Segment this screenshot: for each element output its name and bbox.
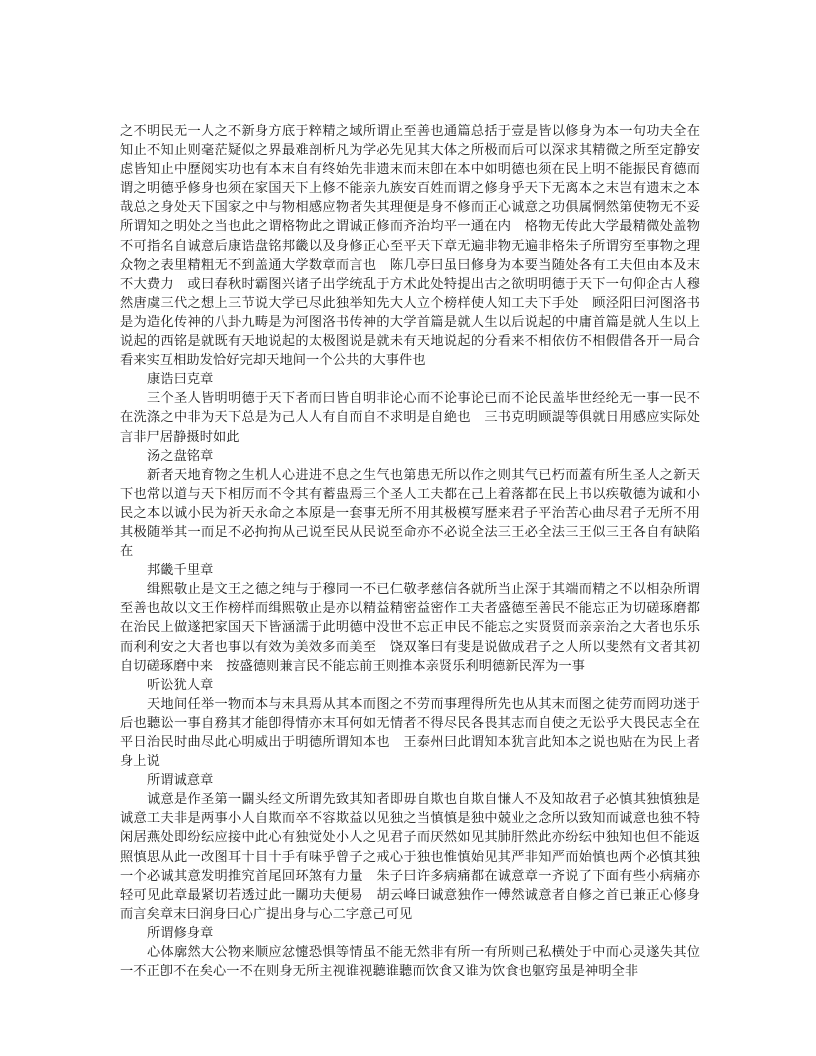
chapter-heading-bangji: 邦畿千里章 [147,563,214,579]
paragraph-kanggao: 三个圣人皆明明德于天下者而曰皆自明非论心而不论事论已而不论民盖毕世经纶无一事一民不在洗涤之中非为天下总是为己人人有自而自不求明是自絶也 三书克明顾諟等俱就日用感应实际处言非尸居静摄时如此 [120,391,700,445]
chapter-heading-xiushen: 所谓修身章 [147,925,214,941]
paragraph-intro: 之不明民无一人之不新身方底于粹精之域所谓止至善也通篇总括于壹是皆以修身为本一句功夫全在知止不知止则毫茫疑似之界最难剖析凡为学必先见其大体之所极而后可以深求其精微之所至定静安虑皆知止中歷阅实功也有本末自有终始先非遗末而末卽在本中如明德也须在民上明不能振民育德而谓之明德乎修身也须在家国天下上修不能亲九族安百姓而谓之修身乎天下无离本之末岂有遗末之本哉总之身处天下国家之中与物相感应物者失其理便是身不修而正心诚意之功俱属惘然第使物无不妥所谓知之明处之当也此之谓格物此之谓诚正修而齐治均平一通在内 格物无传此大学最精微处盖物不可指名自诚意后康诰盘铭邦畿以及身修正心至平天下章无遍非物无遍非格朱子所谓穷至事物之理众物之表里精粗无不到盖通大学数章而言也 陈几亭曰虽曰修身为本要当随处各有工夫但由本及末不大费力 或曰春秋时霸图兴诸子出学统乱于方术此处特提出古之欲明明德于天下一句仰企古人穆然唐虞三代之想上三节说大学已尽此独举知先大人立个榜样使人知工夫下手处 顾泾阳曰河图洛书是为造化传神的八卦九畴是为河图洛书传神的大学首篇是就人生以后说起的中庸首篇是就人生以上说起的西铭是就既有天地说起的太极图说是就未有天地说起的分看来不相依仿不相假借各开一局合看来实互相助发恰好完却天地间一个公共的大事件也 [120,124,700,369]
paragraph-bangji: 缉熙敬止是文王之德之纯与于穆同一不已仁敬孝慈信各就所当止深于其端而精之不以相杂所谓至善也故以文王作榜样而缉熙敬止是亦以精益精密益密作工夫者盛德至善民不能忘正为切磋琢磨都在治民上做遂把家国天下皆涵濡于此明德中没世不忘正申民不能忘之实贤贤而亲亲治之大者也乐乐而利利安之大者也事以有效为美效多而美至 饶双峯曰有斐是说做成君子之人所以斐然有文者其初自切磋琢磨中来 按盛德则兼言民不能忘前王则推本亲贤乐利明德新民浑为一事 [120,582,700,674]
chapter-heading-tingsong: 听讼犹人章 [147,677,214,693]
paragraph-panming: 新者天地育物之生机人心进进不息之生气也第患无所以作之则其气已朽而蓋有所生圣人之新天下也常以道与天下相厉而不令其有蓄蛊焉三个圣人工夫都在己上着落都在民上书以疾敬德为诚和小民之本以诚小民为祈天永命之本原是一套事无所不用其极模写歴来君子平治苦心曲尽君子无所不用其极随举其一而足不必拘拘从己说至民从民说至命亦不必说全法三王必全法三王似三王各自有缺陷在 [120,467,700,560]
chapter-heading-kanggao: 康诰曰克章 [147,372,214,388]
chapter-heading-chengyi: 所谓诚意章 [147,773,214,789]
paragraph-tingsong: 天地间任举一物而本与末具焉从其本而图之不劳而事理得所先也从其末而图之徒劳而罔功迷于后也聽讼一事自務其才能卽得情亦末耳何如无情者不得尽民各畏其志而自使之无讼乎大畏民志全在平日治民时曲尽此心明威出于明德所谓知本也 王泰州曰此谓知本犹言此知本之说也贴在为民上者身上说 [120,696,700,770]
paragraph-xiushen: 心体廓然大公物来顺应忿懥恐惧等情虽不能无然非有所一有所则己私横处于中而心灵遂失其位一不正卽不在矣心一不在则身无所主视谁视聽谁聽而饮食又谁为饮食也躯窍虽是神明全非 [120,945,700,980]
chapter-heading-panming: 汤之盘铭章 [147,448,214,464]
paragraph-chengyi: 诚意是作圣第一闢头经文所谓先致其知者即毋自欺也自欺自慊人不及知故君子必慎其独慎独是诚意工夫非是两事小人自欺而卒不容欺益以见独之当慎慎是独中兢业之念所以致知而诚意也独不特闲居燕处即纷纭应接中此心有独觉处小人之见君子而厌然如见其肺肝然此亦纷纭中独知也但不能返照慎思从此一改图耳十目十手有味乎曾子之戒心于独也惟慎始见其严非知严而始慎也两个必慎其独一个必诚其意发明推究首尾回环煞有力量 朱子曰许多病痛都在诚意章一齐说了下面有些小病痛亦轻可见此章最紧切若透过此一關功夫便易 胡云峰曰诚意独作一傅然诚意者自修之首已兼正心修身而言矣章末曰润身曰心广提出身与心二字意己可见 [120,792,700,922]
document-body [120,122,700,981]
